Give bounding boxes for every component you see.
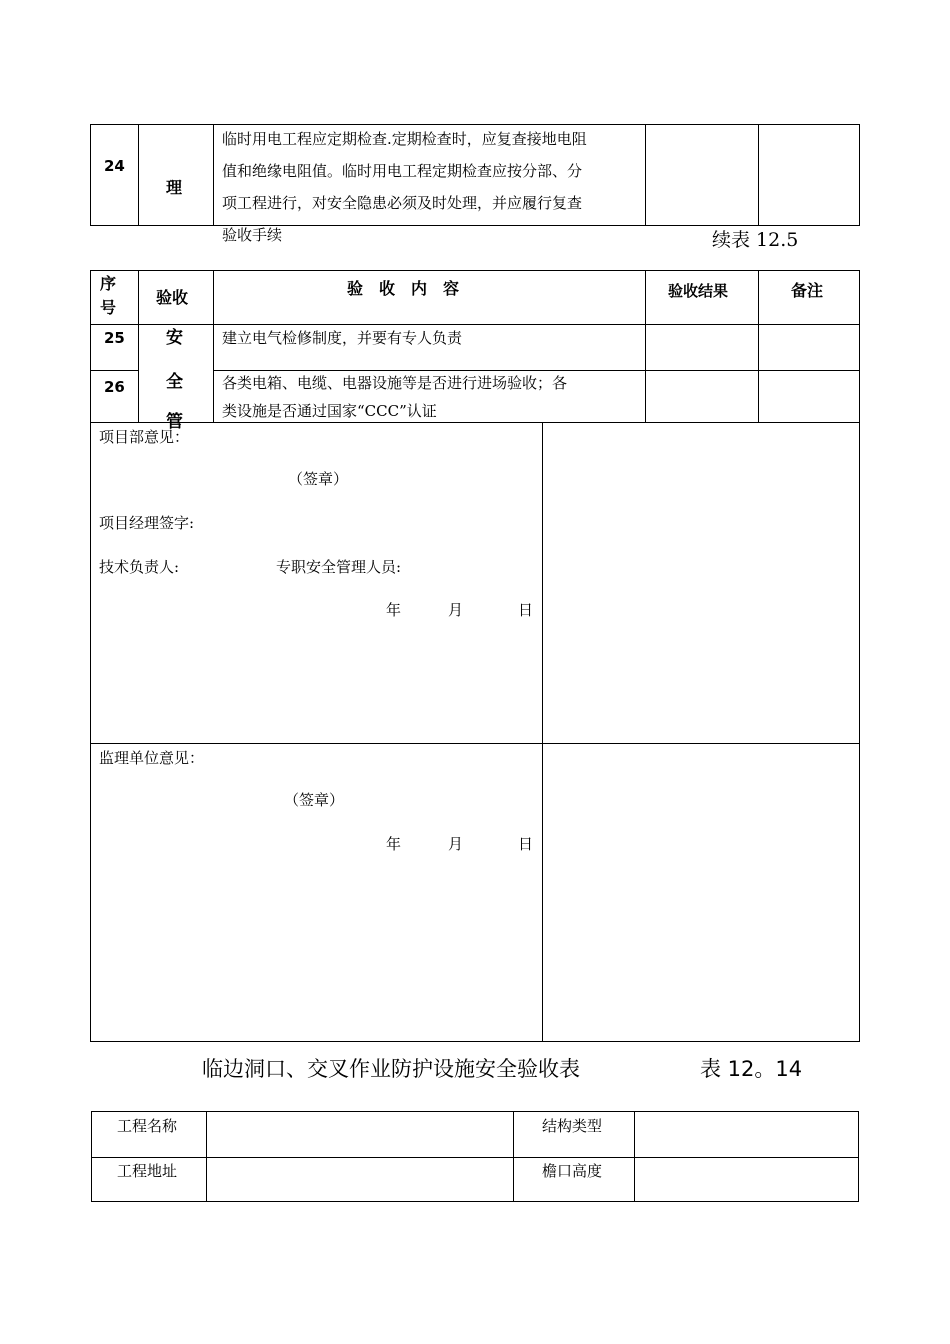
row-number: 24 (104, 157, 125, 175)
category-char-clipped (160, 404, 200, 432)
row-number: 26 (104, 378, 125, 396)
seal-label: （签章） (284, 791, 345, 809)
table-border (859, 124, 860, 226)
content-line: 临时用电工程应定期检查.定期检查时，应复查接地电阻 (222, 130, 587, 148)
safety-officer-label: 专职安全管理人员: (276, 558, 402, 576)
table-border (90, 743, 860, 744)
header-result: 验收结果 (668, 282, 729, 300)
table-border (859, 422, 860, 1042)
table-border (513, 1111, 514, 1202)
structure-type-label: 结构类型 (542, 1117, 603, 1135)
row-content: 建立电气检修制度，并要有专人负责 (222, 329, 463, 347)
date-month: 月 (448, 835, 464, 853)
header-note: 备注 (791, 281, 824, 300)
next-table-title: 临边洞口、交叉作业防护设施安全验收表 (202, 1057, 580, 1081)
table-border (90, 270, 860, 271)
date-month: 月 (448, 601, 464, 619)
table-border (213, 124, 214, 226)
table-border (645, 270, 646, 423)
table-border (90, 270, 91, 423)
header-content: 验 收 内 容 (347, 279, 460, 298)
table-border (138, 270, 139, 423)
table-border (90, 1041, 860, 1042)
row-content: 类设施是否通过国家“CCC”认证 (222, 402, 437, 420)
date-day: 日 (518, 601, 534, 619)
table-border (645, 124, 646, 226)
header-category: 验收 (156, 288, 189, 307)
manager-sign-label: 项目经理签字: (99, 514, 195, 532)
row-content: 各类电箱、电缆、电器设施等是否进行进场验收；各 (222, 374, 568, 392)
table-border (758, 124, 759, 226)
row-category: 理 (166, 178, 183, 197)
table-border (90, 324, 860, 325)
table-border (758, 270, 759, 423)
continuation-label: 续表 12.5 (712, 229, 799, 251)
table-border (138, 124, 139, 226)
category-char: 安 (166, 328, 183, 348)
table-border (542, 422, 543, 1042)
date-day: 日 (518, 835, 534, 853)
table-border (858, 1111, 859, 1202)
table-border (90, 124, 91, 226)
content-line: 值和绝缘电阻值。临时用电工程定期检查应按分部、分 (222, 162, 583, 180)
supervision-opinion-label: 监理单位意见： (99, 749, 205, 767)
project-name-label: 工程名称 (117, 1117, 178, 1135)
next-table-number: 表 12。14 (700, 1057, 803, 1081)
seal-label: （签章） (288, 470, 349, 488)
table-border (91, 1111, 92, 1202)
project-opinion-label: 项目部意见： (99, 428, 190, 446)
header-no-2: 号 (100, 298, 117, 317)
category-char: 全 (166, 372, 183, 392)
project-address-label: 工程地址 (117, 1162, 178, 1180)
table-border (859, 270, 860, 423)
content-line: 项工程进行，对安全隐患必须及时处理，并应履行复查 (222, 194, 583, 212)
table-border (634, 1111, 635, 1202)
eave-height-label: 檐口高度 (542, 1162, 603, 1180)
table-border (213, 270, 214, 423)
header-no-1: 序 (100, 274, 117, 293)
table-border (213, 370, 860, 371)
content-line: 验收手续 (222, 226, 283, 244)
tech-lead-label: 技术负责人: (99, 558, 180, 576)
table-border (206, 1111, 207, 1202)
category-char: 管 (166, 412, 183, 432)
table-border (90, 370, 138, 371)
row-content (222, 123, 642, 244)
table-border (90, 422, 860, 423)
date-year: 年 (386, 601, 402, 619)
table-border (90, 422, 91, 1042)
date-year: 年 (386, 835, 402, 853)
row-number: 25 (104, 329, 125, 347)
